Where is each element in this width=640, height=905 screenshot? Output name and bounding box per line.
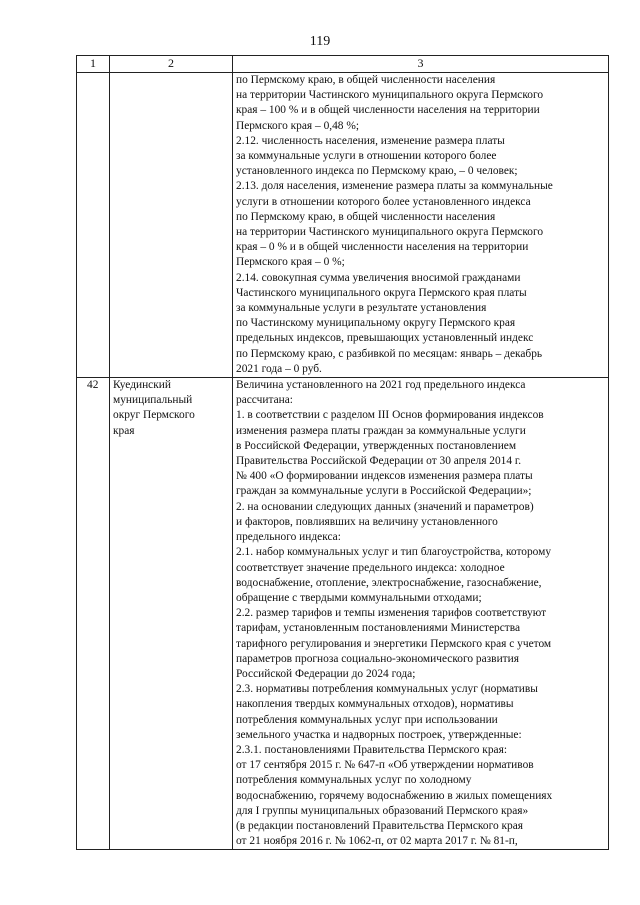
text-line: для I группы муниципальных образований Пермского края» [236,804,529,817]
text-line: предельного индекса: [236,531,341,544]
text-line: края – 0 % и в общей численности населения на территории [236,241,529,254]
text-line: услуги в отношении которого более установленного индекса [236,195,531,208]
text-line: обращение с твердыми коммунальными отходами; [236,591,482,604]
text-line: рассчитана: [236,394,293,407]
text-line: 2.1. набор коммунальных услуг и тип благоустройства, которому [236,546,552,559]
column-header-2: 2 [110,56,233,73]
page-number: 119 [309,34,331,49]
text-line: Правительства Российской Федерации от 30 апреля 2014 г. [236,455,522,468]
text-line: округ Пермского [113,409,195,422]
text-line: 2.3. нормативы потребления коммунальных услуг (нормативы [236,683,538,696]
text-line: 2.12. численность населения, изменение размера платы [236,134,505,147]
text-line: потребления коммунальных услуг при использовании [236,713,498,726]
text-line: на территории Частинского муниципального округа Пермского [236,89,544,102]
text-line: Куединский [113,379,171,392]
row-number-cell [77,73,110,378]
text-line: 2.14. совокупная сумма увеличения вносимой гражданами [236,271,521,284]
text-line: соответствует значение предельного индекса: холодное [236,561,505,574]
text-line: земельного участка и надворных построек, утвержденные: [236,728,522,741]
text-line: тарифного регулирования и энергетики Пермского края с учетом [236,637,552,650]
text-line: 2.13. доля населения, изменение размера платы за коммунальные [236,180,553,193]
row-number-cell: 42 [77,378,110,850]
text-line: от 17 сентября 2015 г. № 647-п «Об утверждении нормативов [236,759,534,772]
text-line: края [113,424,135,437]
table-header-row [77,56,609,73]
table-row-continuation [77,73,609,378]
text-line: 1. в соответствии с разделом III Основ формирования индексов [236,409,544,422]
text-line: муниципальный [113,394,193,407]
text-line: водоснабжению, горячему водоснабжению в жилых помещениях [236,789,553,802]
text-line: изменения размера платы граждан за коммунальные услуги [236,424,526,437]
description-cell [233,73,609,378]
text-line: 2021 года – 0 руб. [236,362,322,375]
municipality-cell [110,73,233,378]
text-line: Частинского муниципального округа Пермского края платы [236,286,527,299]
text-line: Величина установленного на 2021 год предельного индекса [236,379,526,392]
text-line: параметров прогноза социально-экономического развития [236,652,519,665]
text-line: по Пермскому краю, в общей численности населения [236,74,496,86]
text-line: по Пермскому краю, в общей численности населения [236,210,496,223]
text-line: по Частинскому муниципальному округу Пермского края [236,317,516,330]
text-line: потребления коммунальных услуг по холодному [236,774,472,787]
text-line: по Пермскому краю, с разбивкой по месяцам: январь – декабрь [236,347,543,360]
municipality-name [113,378,229,439]
text-line: накопления твердых коммунальных отходов), нормативы [236,698,514,711]
text-line: № 400 «О формировании индексов изменения размера платы [236,470,533,483]
municipality-cell [110,378,233,850]
text-line: 2.2. размер тарифов и темпы изменения тарифов соответствуют [236,607,547,620]
text-line: и факторов, повлиявших на величину установленного [236,515,498,528]
continuation-text [236,73,605,377]
text-line: края – 100 % и в общей численности населения на территории [236,104,540,117]
table-row-42 [77,378,609,850]
text-line: Российской Федерации до 2024 года; [236,667,416,680]
text-line: Пермского края – 0 %; [236,256,345,269]
text-line: 2. на основании следующих данных (значений и параметров) [236,500,534,513]
text-line: (в редакции постановлений Правительства Пермского края [236,819,524,832]
text-line: за коммунальные услуги в результате установления [236,302,487,315]
text-line: в Российской Федерации, утвержденных постановлением [236,439,517,452]
column-header-3: 3 [233,56,609,73]
text-line: за коммунальные услуги в отношении которого более [236,150,497,163]
text-line: на территории Частинского муниципального округа Пермского [236,226,544,239]
text-line: установленного индекса по Пермскому краю, – 0 человек; [236,165,518,178]
row-description-text [236,378,605,849]
text-line: Пермского края – 0,48 %; [236,119,359,132]
document-table [76,55,609,850]
text-line: водоснабжение, отопление, электроснабжение, газоснабжение, [236,576,542,589]
text-line: 2.3.1. постановлениями Правительства Пермского края: [236,743,507,756]
column-header-1: 1 [77,56,110,73]
text-line: предельных индексов, превышающих установленный индекс [236,332,534,345]
text-line: от 21 ноября 2016 г. № 1062-п, от 02 марта 2017 г. № 81-п, [236,835,518,848]
text-line: граждан за коммунальные услуги в Российской Федерации»; [236,485,532,498]
description-cell [233,378,609,850]
text-line: тарифам, установленным постановлениями Министерства [236,622,521,635]
